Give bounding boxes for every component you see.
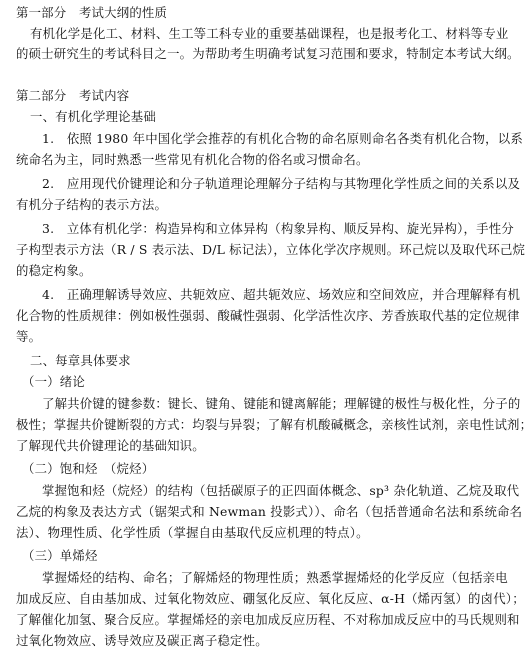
chapter-body-line: 法）、物理性质、化学性质（掌握自由基取代反应机理的特点）。	[16, 525, 369, 540]
section-item-line: 的稳定构象。	[16, 263, 92, 278]
chapter-body-line: 乙烷的构象及表达方式（锯架式和 Newman 投影式））、命名（包括普通命名法和系统命名	[16, 504, 523, 519]
chapter-body-line: 加成反应、自由基加成、过氧化物效应、硼氢化反应、氧化反应、α-H（烯丙氢）的卤代）；	[16, 591, 525, 606]
chapter-body-line: 了解现代共价键理论的基础知识。	[16, 438, 205, 453]
section-item-line: 有机分子结构的表示方法。	[16, 197, 168, 212]
part1-body-line: 有机化学是化工、材料、生工等工科专业的重要基础课程，也是报考化工、材料等专业	[30, 26, 509, 41]
section-item-line: 4. 正确理解诱导效应、共轭效应、超共轭效应、场效应和空间效应，并合理解释有机	[42, 287, 521, 302]
chapter-body-line: 过氧化物效应、诱导效应及碳正离子稳定性。	[16, 633, 268, 648]
section-title: 二、每章具体要求	[30, 353, 131, 368]
part1-body-line: 的硕士研究生的考试科目之一。为帮助考生明确考试复习范围和要求，特制定本考试大纲。	[16, 46, 520, 61]
chapter-title: （二）饱和烃 （烷烃）	[22, 461, 155, 476]
section-item-line: 3. 立体有机化学：构造异构和立体异构（构象异构、顺反异构、旋光异构），手性分	[42, 221, 514, 236]
section-item-line: 统命名为主，同时熟悉一些常见有机化合物的俗名或习惯命名。	[16, 152, 369, 167]
chapter-body-line: 了解共价键的键参数：键长、键角、键能和键离解能；理解键的极性与极化性，分子的	[42, 396, 521, 411]
chapter-body-line: 极性；掌握共价键断裂的方式：均裂与异裂；了解有机酸碱概念，亲核性试剂，亲电性试剂；	[16, 417, 532, 432]
section-title: 一、有机化学理论基础	[30, 109, 156, 124]
section-item-line: 化合物的性质规律：例如极性强弱、酸碱性强弱、化学活性次序、芳香族取代基的定位规律	[16, 308, 520, 323]
chapter-title: （一）绪论	[22, 374, 85, 389]
section-item-line: 子构型表示方法（R / S 表示法、D/L 标记法），立体化学次序规则。环己烷以及取代环己烷	[16, 242, 526, 257]
chapter-body-line: 掌握烯烃的结构、命名；了解烯烃的物理性质；熟悉掌握烯烃的化学反应（包括亲电	[42, 570, 508, 585]
part1-title: 第一部分 考试大纲的性质	[16, 5, 168, 20]
section-item-line: 等。	[16, 329, 42, 344]
chapter-body-line: 了解催化加氢、聚合反应。掌握烯烃的亲电加成反应历程、不对称加成反应中的马氏规则和	[16, 612, 520, 627]
section-item-line: 1. 依照 1980 年中国化学会推荐的有机化合物的命名原则命名各类有机化合物，以系	[42, 131, 523, 146]
chapter-title: （三）单烯烃	[22, 548, 98, 563]
chapter-body-line: 掌握饱和烃（烷烃）的结构（包括碳原子的正四面体概念、sp³ 杂化轨道、乙烷及取代	[42, 483, 520, 498]
part2-title: 第二部分 考试内容	[16, 88, 130, 103]
section-item-line: 2. 应用现代价键理论和分子轨道理论理解分子结构与其物理化学性质之间的关系以及	[42, 176, 521, 191]
